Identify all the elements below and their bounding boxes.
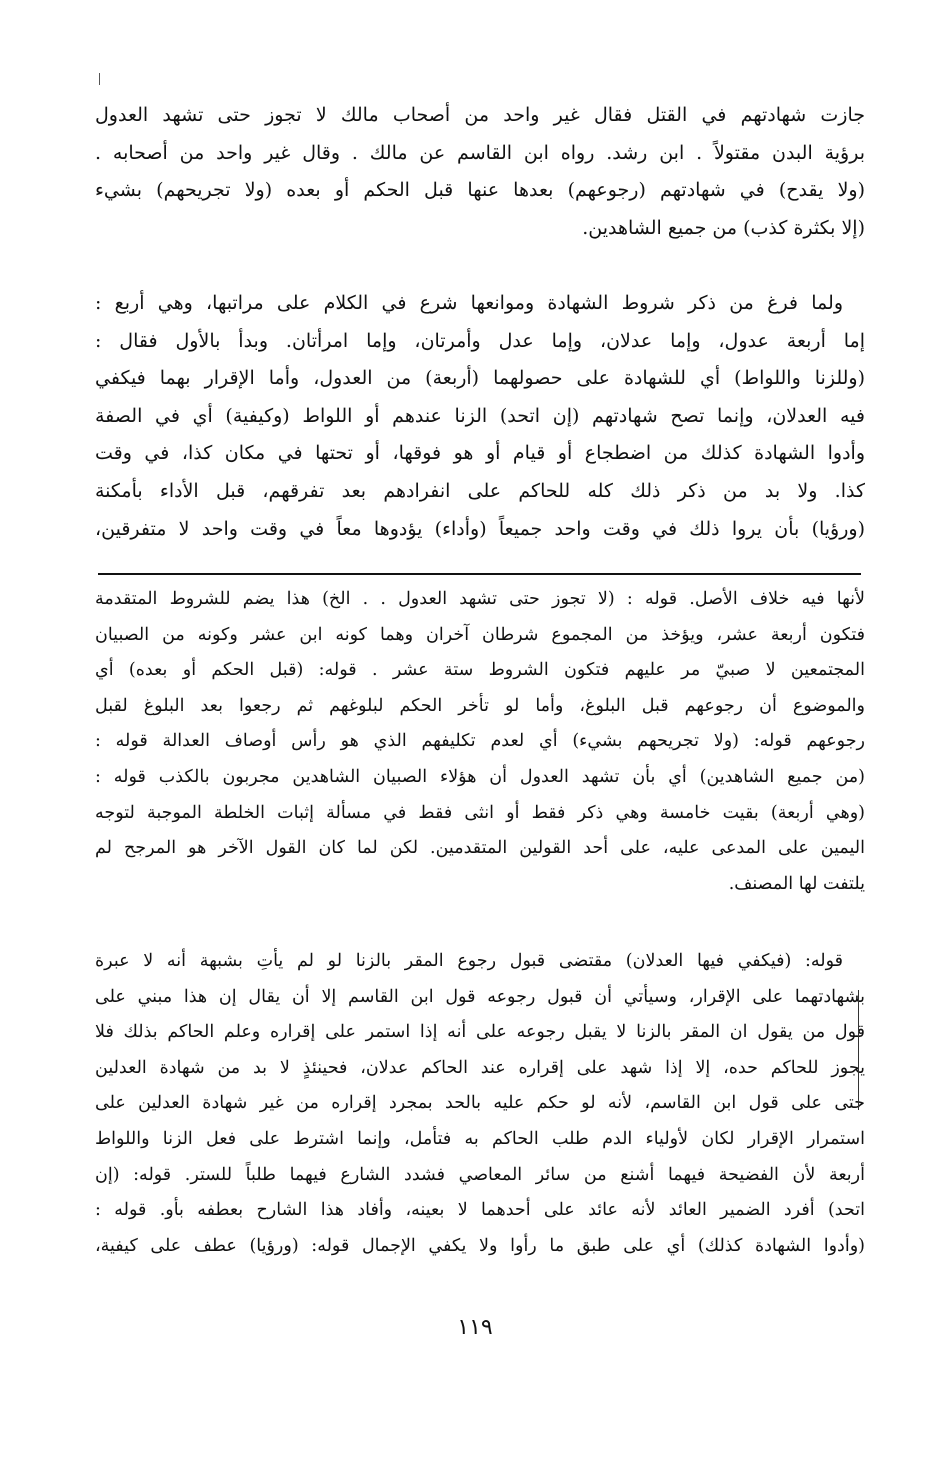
footnote-line: حتى على قول ابن القاسم، لأنه لو حكم عليه بالحد بمجرد إقراره من غير شهادة العدلين على <box>95 1093 865 1114</box>
text-line: (إلا بكثرة كذب) من جميع الشاهدين. <box>582 216 865 239</box>
text-line: (ولا يقدح) في شهادتهم (رجوعهم) بعدها عنها قبل الحكم أو بعده (ولا تجريحهم) بشيء <box>95 179 865 202</box>
text-line: وأدوا الشهادة كذلك من اضطجاع أو قيام أو هو فوقها، أو تحتها في مكان كذا، في وقت <box>95 442 865 465</box>
footnote-line: رجوعهم قوله: (ولا تجريحهم بشيء) أي لعدم تكليفهم الذي هو رأس أوصاف العدالة قوله : <box>95 731 865 752</box>
footnote-separator <box>98 573 861 575</box>
text-line: إما أربعة عدول، وإما عدلان، وإما عدل وأمرتان، وإما امرأتان. وبدأ بالأول فقال : <box>95 329 865 352</box>
text-line: ولما فرغ من ذكر شروط الشهادة وموانعها شرع في الكلام على مراتبها، وهي أربع : <box>95 292 843 314</box>
footnote-line: أربعة لأن الفضيحة فيهما أشنع من سائر المعاصي فشدد الشارع فيهما طلباً للستر. قوله: (إن <box>95 1164 865 1185</box>
footnotes-paragraph-2 <box>95 944 865 1264</box>
footnote-line: اليمين على المدعى عليه، على أحد القولين المتقدمين. لكن لما كان القول الآخر هو المرجح لم <box>95 838 865 859</box>
footnote-line: المجتمعين لا صبيّ مر عليهم فتكون الشروط ستة عشر . قوله: (قبل الحكم أو بعده) أي <box>95 660 865 681</box>
footnote-line: لأنها فيه خلاف الأصل. قوله : (لا تجوز حتى تشهد العدول . . الخ) هذا يضم للشروط المتقدمة <box>95 589 865 609</box>
footnote-line: يلتفت لها المصنف. <box>728 873 865 894</box>
margin-mark <box>99 73 100 85</box>
footnote-line: بشهادتهما على الإقرار، وسيأتي أن قبول رجوعه قول ابن القاسم إلا أن يقال إن هذا مبني على <box>95 986 865 1007</box>
footnote-line: (من جميع الشاهدين) أي بأن تشهد العدول أن هؤلاء الصبيان الشاهدين مجربون بالكذب قوله : <box>95 766 865 787</box>
text-line: فيه العدلان، وإنما تصح شهادتهم (إن اتحد) الزنا عندهم أو اللواط (وكيفية) أي في الصفة <box>95 404 865 427</box>
footnote-line: اتحد) أفرد الضمير العائد لأنه عائد على أحدهما لا بعينه، وأفاد هذا الشارح بعطفه بأو. قوله : <box>95 1200 865 1221</box>
footnote-line: يجوز للحاكم حده، إلا إذا شهد على إقراره عند الحاكم عدلان، فحينئذٍ لا بد من شهادة العدلين <box>95 1057 865 1078</box>
footnote-line: قول من يقول ان المقر بالزنا لا يقبل رجوعه على أنه إذا استمر على إقراره وعلم الحاكم بذلك فلا <box>95 1022 865 1043</box>
footnote-line: فتكون أربعة عشر، ويؤخذ من المجموع شرطان آخران وهما كونه ابن عشر وكونه من الصبيان <box>95 624 865 645</box>
footnote-line: قوله: (فيكفي فيها العدلان) مقتضى قبول رجوع المقر بالزنا لو لم يأتِ بشبهة أنه لا عبرة <box>95 951 843 971</box>
footnote-line: استمرار الإقرار لكان لأولياء الدم طلب الحاكم به فتأمل، وإنما اشترط على فعل الزنا واللواط <box>95 1128 865 1149</box>
margin-bracket <box>858 990 859 1110</box>
text-line: برؤية البدن مقتولاً . ابن رشد. رواه ابن القاسم عن مالك . وقال غير واحد من أصحابه . <box>95 141 865 164</box>
text-line: (ورؤيا) بأن يروا ذلك في وقت واحد جميعاً (وأداء) يؤدوها معاً في وقت واحد لا متفرقين، <box>95 517 865 540</box>
text-line: كذا. ولا بد من ذكر ذلك كله للحاكم على انفرادهم بعد تفرقهم، قبل الأداء بأمكنة <box>95 479 865 502</box>
main-text-paragraph-2 <box>95 285 865 548</box>
main-text-paragraph-1 <box>95 97 865 247</box>
text-line: جازت شهادتهم في القتل فقال غير واحد من أصحاب مالك لا تجوز حتى تشهد العدول <box>95 104 865 126</box>
page-number: ١١٩ <box>457 1315 493 1340</box>
text-line: (وللزنا واللواط) أي للشهادة على حصولهما (أربعة) من العدول، وأما الإقرار بهما فيكفي <box>95 367 865 390</box>
footnote-line: (وهي أربعة) بقيت خامسة وهي ذكر فقط أو انثى فقط في مسألة إثبات الخلطة الموجبة لتوجه <box>95 802 865 823</box>
footnote-line: (وأدوا الشهادة كذلك) أي على طبق ما رأوا ولا يكفي الإجمال قوله: (ورؤيا) عطف على كيفية، <box>95 1235 865 1256</box>
footnotes-paragraph-1 <box>95 582 865 902</box>
footnote-line: والموضوع أن رجوعهم قبل البلوغ، وأما لو تأخر الحكم لبلوغهم ثم رجعوا بعد البلوغ لقبل <box>95 695 865 716</box>
